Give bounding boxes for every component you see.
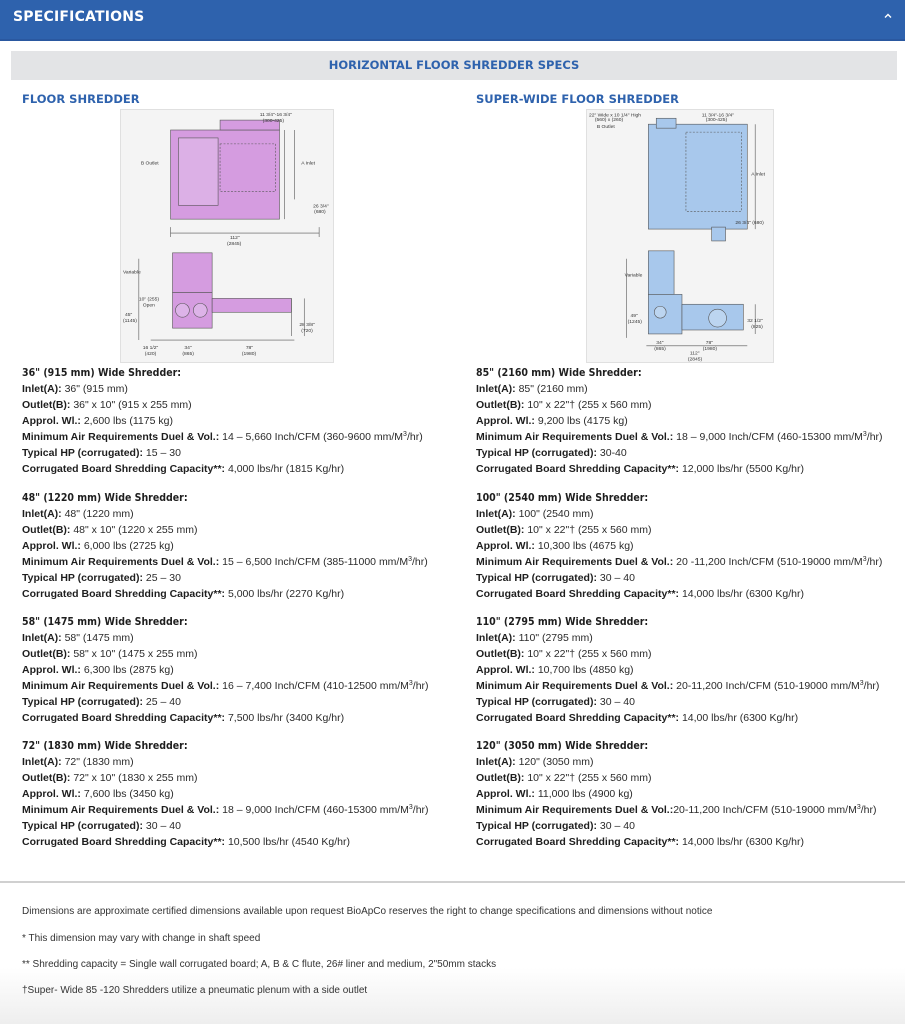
spec-capacity-value: 5,000 lbs/hr (2270 Kg/hr) [225,588,345,600]
spec-inlet [476,381,896,397]
spec-air-value: 18 – 9,000 Inch/CFM (460-15300 mm/M [673,431,863,443]
spec-capacity-label: Corrugated Board Shredding Capacity**: [476,836,680,848]
spec-inlet [476,754,896,770]
spec-weight [22,413,442,429]
spec-capacity-label: Corrugated Board Shredding Capacity**: [476,712,680,724]
spec-outlet-value: 10" x 22"† (255 x 560 mm) [524,524,652,536]
spec-capacity [476,710,896,726]
dim-label: 45" [124,313,133,319]
spec-title: 36" (915 mm) Wide Shredder: [22,367,182,379]
spec-outlet-value: 72" x 10" (1830 x 255 mm) [70,772,198,784]
spec-hp-value: 30-40 [596,447,627,459]
dim-label: Variable [624,273,643,279]
spec-air-label: Minimum Air Requirements Duel & Vol.: [22,680,220,692]
spec-outlet-label: Outlet(B): [22,524,71,536]
spec-inlet [476,630,896,646]
dim-label: Variable [122,270,141,276]
dim-label: 34" [656,340,664,346]
spec-capacity-value: 10,500 lbs/hr (4540 Kg/hr) [225,836,350,848]
dim-label: 10" (255) [138,297,159,303]
spec-capacity [22,461,442,477]
spec-outlet [22,646,442,662]
spec-hp-label: Typical HP (corrugated): [476,447,597,459]
spec-hp [22,818,442,834]
spec-weight-label: Approl. Wl.: [476,415,535,427]
specifications-header[interactable] [0,0,905,41]
spec-inlet-label: Inlet(A): [476,632,516,644]
spec-air-label: Minimum Air Requirements Duel & Vol.: [476,431,674,443]
spec-air-unit-end: /hr) [863,680,880,692]
superscript: 3 [408,680,413,687]
dim-label: 49" [630,314,638,320]
superscript: 3 [408,556,413,563]
superscript: 3 [859,680,864,687]
superscript: 3 [862,431,867,438]
spec-air-value: 15 – 6,500 Inch/CFM (385-11000 mm/M [219,556,409,568]
spec-air-label: Minimum Air Requirements Duel & Vol.: [476,804,674,816]
dim-label: (720) [301,329,313,335]
spec-capacity-label: Corrugated Board Shredding Capacity**: [22,836,226,848]
spec-weight-label: Approl. Wl.: [476,788,535,800]
spec-title: 58" (1475 mm) Wide Shredder: [22,616,188,628]
spec-weight-label: Approl. Wl.: [476,664,535,676]
spec-capacity [476,586,896,602]
spec-air-unit-end: /hr) [866,556,883,568]
dim-label: B Outlet [596,125,615,131]
spec-capacity-label: Corrugated Board Shredding Capacity**: [476,463,680,475]
spec-weight [476,786,896,802]
dim-label: (1145) [122,319,137,325]
spec-outlet [476,522,896,538]
spec-outlet-value: 58" x 10" (1475 x 255 mm) [70,648,198,660]
spec-hp-label: Typical HP (corrugated): [22,447,143,459]
spec-hp-value: 25 – 40 [142,696,181,708]
dim-label: 34" [184,345,192,351]
dim-label: 11 3/4"-16 3/4" [259,113,292,119]
dim-label: (560) x (260) [594,118,624,124]
spec-air-value: 18 – 9,000 Inch/CFM (460-15300 mm/M [219,804,409,816]
spec-air-unit-end: /hr) [412,680,429,692]
superscript: 3 [856,804,861,811]
spec-air [476,554,896,570]
dim-label: (420) [144,351,157,357]
footnote-dimensions: Dimensions are approximate certified dimensions available upon request BioApCo reserves the right to change specifications and dimensions without notice [22,906,713,917]
spec-capacity [476,834,896,850]
spec-air-value: 20-11,200 Inch/CFM (510-19000 mm/M [673,680,860,692]
dim-label: 11 3/4"-16 3/4" [701,113,735,119]
spec-air [22,429,442,445]
spec-hp [22,445,442,461]
spec-capacity [22,834,442,850]
spec-weight-value: 7,600 lbs (3450 kg) [80,788,174,800]
spec-title: 110" (2795 mm) Wide Shredder: [476,616,649,628]
footnote-super-wide: †Super- Wide 85 -120 Shredders utilize a pneumatic plenum with a side outlet [22,985,368,996]
spec-hp-label: Typical HP (corrugated): [476,820,597,832]
chevron-up-icon[interactable] [881,9,895,23]
spec-air-value: 16 – 7,400 Inch/CFM (410-12500 mm/M [219,680,409,692]
spec-outlet [476,397,896,413]
spec-capacity-label: Corrugated Board Shredding Capacity**: [22,463,226,475]
spec-block [476,365,896,477]
spec-title: 100" (2540 mm) Wide Shredder: [476,492,649,504]
spec-block [22,365,442,477]
dim-label: B Outlet [140,161,159,167]
floor-shredder-diagram [120,109,334,363]
spec-weight-value: 10,700 lbs (4850 kg) [534,664,634,676]
spec-weight-label: Approl. Wl.: [22,540,81,552]
spec-hp-label: Typical HP (corrugated): [22,820,143,832]
spec-weight-value: 6,300 lbs (2875 kg) [80,664,174,676]
spec-air [476,429,896,445]
spec-inlet-value: 85" (2160 mm) [515,383,588,395]
spec-air-unit-end: /hr) [412,556,428,568]
spec-hp-value: 30 – 40 [596,572,635,584]
spec-outlet-value: 48" x 10" (1220 x 255 mm) [70,524,198,536]
spec-inlet-label: Inlet(A): [22,508,62,520]
spec-inlet [476,506,896,522]
dim-label: (2845) [227,241,242,247]
spec-outlet-label: Outlet(B): [476,648,525,660]
spec-inlet [22,630,442,646]
spec-air-label: Minimum Air Requirements Duel & Vol.: [476,556,674,568]
spec-air [22,678,442,694]
spec-air [476,802,896,818]
spec-weight [22,662,442,678]
spec-outlet-label: Outlet(B): [22,772,71,784]
spec-outlet-value: 10" x 22"† (255 x 560 mm) [524,399,652,411]
spec-weight-value: 6,000 lbs (2725 kg) [80,540,174,552]
spec-hp [476,694,896,710]
spec-outlet [22,522,442,538]
subheader-title: HORIZONTAL FLOOR SHREDDER SPECS [328,58,580,72]
spec-hp-value: 25 – 30 [142,572,181,584]
dim-label: (680) [314,210,326,216]
spec-block [476,614,896,726]
section-title: SPECIFICATIONS [13,9,145,25]
spec-weight-label: Approl. Wl.: [22,664,81,676]
footnote-shaft-speed: * This dimension may vary with change in shaft speed [22,933,261,944]
spec-air-label: Minimum Air Requirements Duel & Vol.: [22,804,220,816]
spec-hp-value: 15 – 30 [142,447,181,459]
spec-block [22,738,442,850]
spec-outlet [476,646,896,662]
spec-air-unit-end: /hr) [860,804,877,816]
spec-weight-label: Approl. Wl.: [476,540,535,552]
spec-inlet-label: Inlet(A): [476,508,516,520]
spec-inlet-label: Inlet(A): [476,756,516,768]
spec-capacity-label: Corrugated Board Shredding Capacity**: [22,588,226,600]
spec-inlet-value: 72" (1830 mm) [61,756,134,768]
spec-air-unit-end: /hr) [866,431,883,443]
spec-air-value: 20-11,200 Inch/CFM (510-19000 mm/M [673,804,857,816]
spec-block [22,614,442,726]
spec-inlet [22,381,442,397]
spec-hp [476,570,896,586]
spec-outlet [22,770,442,786]
superscript: 3 [862,556,867,563]
dim-label: (1980) [241,351,257,357]
spec-air-label: Minimum Air Requirements Duel & Vol.: [476,680,674,692]
spec-inlet [22,506,442,522]
spec-air-unit-end: /hr) [412,804,429,816]
spec-air [22,554,442,570]
dim-label: (865) [654,346,666,352]
spec-weight [22,786,442,802]
footnotes-section [0,883,905,1024]
spec-inlet-value: 120" (3050 mm) [515,756,594,768]
spec-weight [22,538,442,554]
dim-label: 26 3/4" (680) [735,221,764,227]
dim-label: (825) [751,325,763,331]
spec-weight-value: 11,000 lbs (4900 kg) [534,788,633,800]
super-wide-shredder-title: SUPER-WIDE FLOOR SHREDDER [476,92,679,106]
floor-shredder-title: FLOOR SHREDDER [22,92,140,106]
spec-hp [22,570,442,586]
spec-capacity-label: Corrugated Board Shredding Capacity**: [476,588,680,600]
spec-inlet-value: 48" (1220 mm) [61,508,134,520]
spec-capacity-value: 4,000 lbs/hr (1815 Kg/hr) [225,463,345,475]
spec-outlet-label: Outlet(B): [476,399,525,411]
spec-weight-value: 10,300 lbs (4675 kg) [534,540,634,552]
spec-outlet-value: 10" x 22"† (255 x 560 mm) [524,772,652,784]
spec-inlet-label: Inlet(A): [22,756,62,768]
dim-label: 28 3/8" [299,323,315,329]
spec-capacity [22,586,442,602]
spec-hp-label: Typical HP (corrugated): [476,696,597,708]
spec-air-value: 20 -11,200 Inch/CFM (510-19000 mm/M [673,556,863,568]
dim-label: A Inlet [301,161,316,167]
spec-hp [476,445,896,461]
spec-outlet-value: 36" x 10" (915 x 255 mm) [70,399,192,411]
spec-capacity [22,710,442,726]
dim-label: 22" Wide x 10 1/4" High [588,113,642,119]
spec-title: 48" (1220 mm) Wide Shredder: [22,492,188,504]
spec-hp-label: Typical HP (corrugated): [22,696,143,708]
spec-hp [22,694,442,710]
spec-outlet [22,397,442,413]
spec-capacity-label: Corrugated Board Shredding Capacity**: [22,712,226,724]
spec-weight-value: 2,600 lbs (1175 kg) [80,415,173,427]
spec-title: 120" (3050 mm) Wide Shredder: [476,740,649,752]
spec-inlet-label: Inlet(A): [22,383,62,395]
spec-hp-value: 30 – 40 [142,820,181,832]
spec-inlet-label: Inlet(A): [476,383,516,395]
spec-inlet-value: 110" (2795 mm) [515,632,593,644]
spec-capacity-value: 7,500 lbs/hr (3400 Kg/hr) [225,712,345,724]
spec-weight [476,413,896,429]
dim-label: 78" [705,340,713,346]
spec-inlet-value: 36" (915 mm) [61,383,128,395]
footnote-capacity: ** Shredding capacity = Single wall corrugated board; A, B & C flute, 26# liner and medium, 2"50mm stacks [22,959,497,970]
dim-label: (1245) [627,320,642,326]
dim-label: 32 1/2" [747,319,763,325]
spec-capacity-value: 14,000 lbs/hr (6300 Kg/hr) [679,588,804,600]
spec-weight-label: Approl. Wl.: [22,415,81,427]
dim-label: A Inlet [751,172,765,178]
spec-air-value: 14 – 5,660 Inch/CFM (360-9600 mm/M [219,431,404,443]
spec-hp-value: 30 – 40 [596,696,635,708]
super-wide-shredder-diagram [586,109,774,363]
spec-inlet-label: Inlet(A): [22,632,62,644]
dim-label: 78" [245,345,254,351]
dim-label: 16 1/2" [142,345,159,351]
dim-label: 26 3/4" [313,204,329,210]
spec-outlet-label: Outlet(B): [22,648,71,660]
spec-inlet [22,754,442,770]
spec-title: 72" (1830 mm) Wide Shredder: [22,740,188,752]
spec-block [476,490,896,602]
spec-inlet-value: 100" (2540 mm) [515,508,594,520]
spec-weight [476,538,896,554]
spec-block [22,490,442,602]
spec-hp [476,818,896,834]
spec-outlet-label: Outlet(B): [22,399,71,411]
spec-weight-value: 9,200 lbs (4175 kg) [534,415,628,427]
spec-capacity-value: 14,000 lbs/hr (6300 Kg/hr) [679,836,804,848]
dim-label: Open [142,303,155,309]
dim-label: (2845) [687,357,703,362]
dim-label: 112" [689,351,700,357]
spec-hp-value: 30 – 40 [596,820,635,832]
spec-block [476,738,896,850]
spec-inlet-value: 58" (1475 mm) [61,632,134,644]
spec-capacity-value: 14,00 lbs/hr (6300 Kg/hr) [679,712,799,724]
spec-air [22,802,442,818]
spec-outlet-label: Outlet(B): [476,772,525,784]
specs-subheader [11,51,897,80]
spec-air-unit-end: /hr) [406,431,423,443]
spec-capacity [476,461,896,477]
spec-outlet-label: Outlet(B): [476,524,525,536]
spec-air-label: Minimum Air Requirements Duel & Vol.: [22,556,220,568]
dim-label: (1980) [702,346,718,352]
dim-label: (300-425) [262,119,285,125]
dim-label: (300-425) [705,118,728,124]
spec-hp-label: Typical HP (corrugated): [22,572,143,584]
dim-label: 112" [229,235,240,241]
superscript: 3 [408,804,413,811]
spec-air-label: Minimum Air Requirements Duel & Vol.: [22,431,220,443]
spec-hp-label: Typical HP (corrugated): [476,572,597,584]
spec-weight-label: Approl. Wl.: [22,788,81,800]
spec-weight [476,662,896,678]
superscript: 3 [403,431,407,438]
spec-air [476,678,896,694]
spec-outlet-value: 10" x 22"† (255 x 560 mm) [524,648,652,660]
spec-title: 85" (2160 mm) Wide Shredder: [476,367,642,379]
dim-label: (865) [182,351,194,357]
spec-outlet [476,770,896,786]
spec-capacity-value: 12,000 lbs/hr (5500 Kg/hr) [679,463,804,475]
